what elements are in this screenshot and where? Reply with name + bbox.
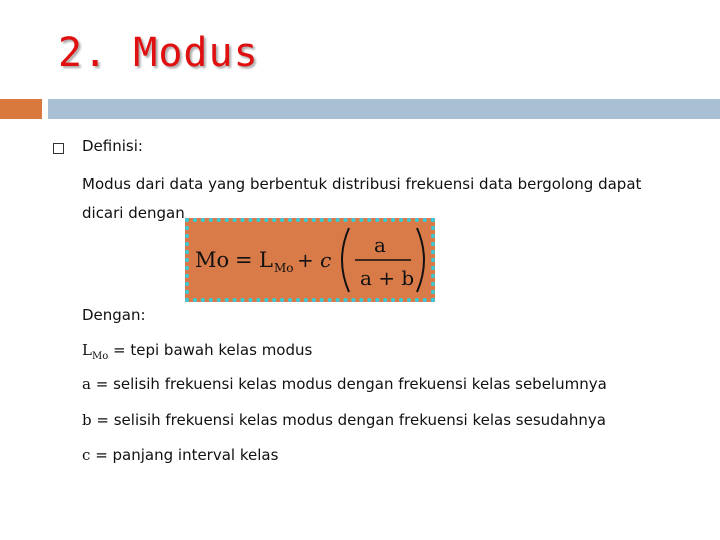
formula-equals: =: [235, 248, 253, 272]
legend-text: = panjang interval kelas: [95, 446, 279, 464]
slide-title: 2. Modus: [58, 30, 259, 76]
legend-text: = selisih frekuensi kelas modus dengan frekuensi kelas sebelumnya: [95, 375, 607, 393]
legend-item: [82, 338, 312, 369]
formula-L-sub: Mo: [274, 261, 294, 275]
legend-text: = selisih frekuensi kelas modus dengan frekuensi kelas sesudahnya: [96, 411, 606, 429]
accent-bar: [0, 99, 42, 119]
legend-symbol: c: [82, 446, 91, 464]
mode-formula: [185, 218, 435, 302]
square-bullet-icon: [53, 143, 64, 154]
legend-item: [82, 408, 606, 432]
legend-item: [82, 372, 607, 396]
legend-symbol: L: [82, 341, 92, 359]
formula-L: L: [259, 248, 273, 272]
legend-text: = tepi bawah kelas modus: [113, 341, 313, 359]
definition-paragraph: Modus dari data yang berbentuk distribusi frekuensi data bergolong dapat dicari dengan: [82, 175, 642, 222]
formula-left-paren: [342, 228, 349, 292]
formula-right-paren: [417, 228, 424, 292]
header-bar: [48, 99, 720, 119]
formula-lhs: Mo: [195, 248, 230, 272]
legend-item: [82, 443, 278, 467]
formula-plus-c: + c: [297, 248, 332, 272]
legend-symbol: b: [82, 411, 92, 429]
definition-label: Definisi:: [82, 137, 143, 155]
dengan-label: Dengan:: [82, 306, 146, 324]
formula-denominator: a + b: [360, 266, 415, 290]
formula-graphic: [189, 222, 431, 298]
legend-symbol: a: [82, 375, 91, 393]
legend-symbol-sub: Mo: [91, 351, 109, 362]
formula-numerator: a: [374, 233, 386, 257]
